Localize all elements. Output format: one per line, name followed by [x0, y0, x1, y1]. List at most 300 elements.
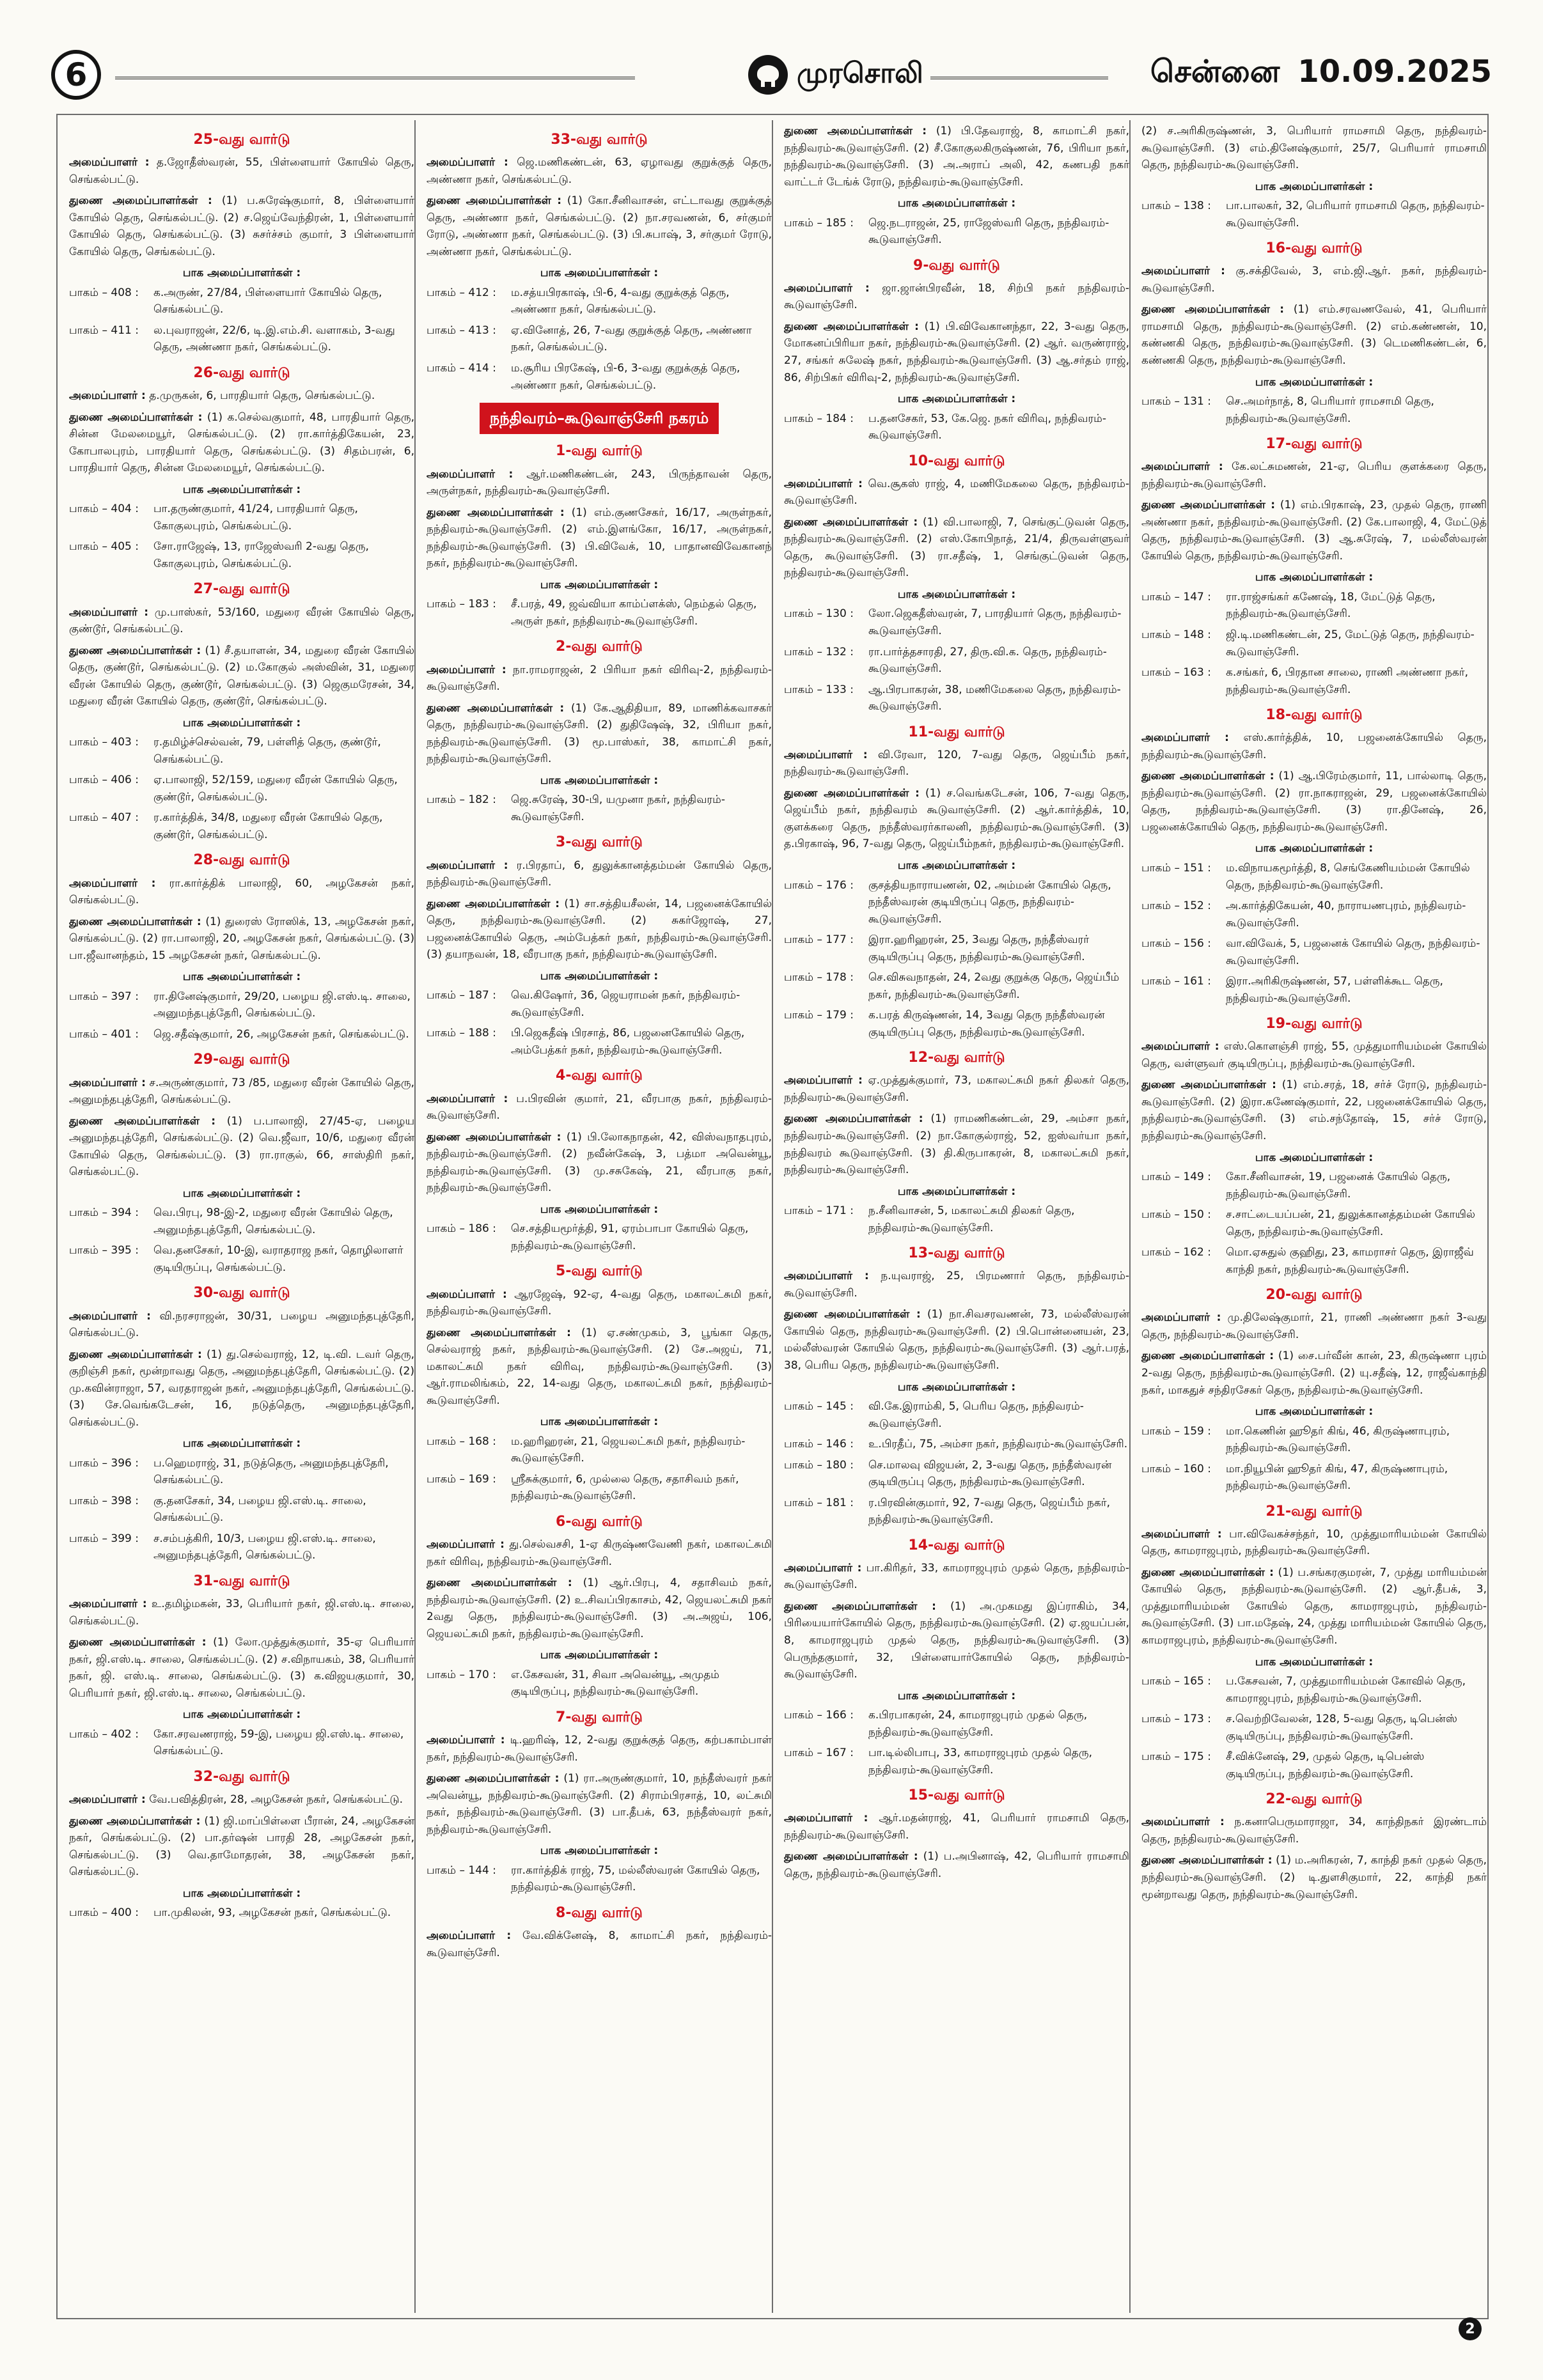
booth-number: பாகம் – 169 : — [427, 1472, 496, 1486]
booth-organizer: சீ.விக்னேஷ், 29, முதல் தெரு, டிபென்ஸ் குடியிருப்பு, நந்திவரம்-கூடுவாஞ்சேரி. — [1226, 1750, 1425, 1780]
organizer-entry — [1141, 1309, 1487, 1343]
booth-entry — [784, 644, 1129, 678]
booth-organizer: மா.கெணின் ஹூதர் கிங், 46, கிருஷ்ணாபுரம், நந்திவரம்-கூடுவாஞ்சேரி. — [1226, 1424, 1450, 1455]
booth-entry — [69, 988, 414, 1022]
deputy-organizers-entry — [1141, 1564, 1487, 1649]
booth-organizer: எ.கேசவன், 31, சிவா அவென்யூ, அமுதம் குடியிருப்பு, நந்திவரம்-கூடுவாஞ்சேரி. — [511, 1668, 719, 1699]
entry-label: துணை அமைப்பாளர்கள் : — [427, 1772, 560, 1785]
booth-number: பாகம் – 411 : — [69, 323, 139, 337]
entry-label: அமைப்பாளர் : — [69, 156, 150, 169]
organizer-entry — [1141, 1038, 1487, 1072]
organizer-entry — [1141, 1814, 1487, 1847]
booth-organizer: ம.ஹரிஹரன், 21, ஜெயலட்சுமி நகர், நந்திவரம்-கூடுவாஞ்சேரி. — [511, 1435, 746, 1465]
entry-label: அமைப்பாளர் : — [69, 1309, 151, 1323]
entry-label: அமைப்பாளர் : — [784, 281, 870, 295]
booth-entry — [784, 969, 1129, 1003]
entry-text: (1) சீ.தயாளன், 34, மதுரை வீரன் கோயில் தெரு, குண்டூர், செங்கல்பட்டு. (2) ம.கோகுல் அஸ்வின், 31, மதுரை வீரன் கோயில் தெரு, குண்டூர், செங்கல்பட்டு. (3) ஜெகுமரேசன், 34, மதுரை வீரன் கோயில் தெரு, குண்டூர், செங்கல்பட்டு. — [69, 644, 414, 708]
entry-label: துணை அமைப்பாளர்கள் : — [427, 701, 565, 715]
ward-heading: 19-வது வார்டு — [1265, 1016, 1363, 1032]
booth-organizer: வெ.பிரபு, 98-இ-2, மதுரை வீரன் கோயில் தெரு, அனுமந்தபுத்தேரி, செங்கல்பட்டு. — [153, 1206, 393, 1236]
organizer-entry — [69, 1596, 414, 1629]
booth-entry — [784, 681, 1129, 715]
entry-label: அமைப்பாளர் : — [69, 1076, 146, 1089]
booth-entry — [69, 284, 414, 318]
deputy-organizers-entry — [427, 1575, 772, 1642]
booth-entry — [1141, 1423, 1487, 1457]
entry-text: வி.ரேவா, 120, 7-வது தெரு, ஜெய்பீம் நகர், நந்திவரம்-கூடுவாஞ்சேரி. — [784, 748, 1129, 779]
entry-text: (1) ப.சுரேஷ்குமார், 8, பிள்ளையார் கோயில் தெரு, செங்கல்பட்டு. (2) ச.ஜெய்வேந்திரன், 1, பிள்ளையார் கோயில் தெரு, செங்கல்பட்டு. (3) சுசர்ச்சம் குமார், 3 பிள்ளையார் கோயில் தெரு, செங்கல்பட்டு. — [69, 194, 414, 258]
booth-entry — [1141, 589, 1487, 623]
deputy-organizers-entry — [69, 1346, 414, 1431]
deputy-organizers-entry — [69, 642, 414, 710]
entry-label: அமைப்பாளர் : — [784, 748, 868, 761]
entry-text: கே.லட்சுமணன், 21-ஏ, பெரிய குளக்கரை தெரு, நந்திவரம்-கூடுவாஞ்சேரி. — [1141, 460, 1487, 490]
booth-organizer: ஏ.வினோத், 26, 7-வது குறுக்குத் தெரு, அண்ணா நகர், செங்கல்பட்டு. — [511, 323, 752, 354]
booth-entry — [1141, 198, 1487, 231]
booth-number: பாகம் – 146 : — [784, 1438, 854, 1451]
booth-number: பாகம் – 184 : — [784, 412, 854, 425]
organizer-entry — [427, 1927, 772, 1961]
booth-number: பாகம் – 170 : — [427, 1668, 496, 1681]
booth-organizer: பா.முகிலன், 93, அழகேசன் நகர், செங்கல்பட்டு. — [153, 1906, 391, 1920]
deputy-organizers-entry — [69, 1113, 414, 1181]
column-1 — [69, 123, 414, 2309]
entry-label: அமைப்பாளர் : — [69, 389, 146, 403]
entry-text: (1) பி.தேவராஜ், 8, காமாட்சி நகர், நந்திவரம்-கூடுவாஞ்சேரி. (2) சீ.கோகுலகிருஷ்ணன், 76, பிரியா நகர், நந்திவரம்-கூடுவாஞ்சேரி. (3) அ.அராப் அலி, 42, கணபதி நகர் வாட்டர் டேங்க் ரோடு, நந்திவரம்-கூடுவாஞ்சேரி. — [784, 125, 1129, 189]
entry-label: துணை அமைப்பாளர்கள் : — [784, 125, 927, 137]
booth-entry — [69, 1530, 414, 1564]
booth-entry — [784, 1707, 1129, 1741]
booth-organizer: பா.டில்லிபாபு, 33, காமராஜபுரம் முதல் தெரு, நந்திவரம்-கூடுவாஞ்சேரி. — [868, 1746, 1093, 1777]
booth-organizer: ஏ.பாலாஜி, 52/159, மதுரை வீரன் கோயில் தெரு, குண்டூர், செங்கல்பட்டு. — [153, 774, 398, 804]
entry-text: (1) க.செல்வகுமார், 48, பாரதியார் தெரு, சின்ன மேலமையூர், செங்கல்பட்டு. (2) ரா.கார்த்திகேயன், 23, கோபாலபுரம், பாரதியார் தெரு, செங்கல்பட்டு. (3) சிதம்பரன், 6, பாரதியார் தெரு, சின்ன மேலமையூர், செங்கல்பட்டு. — [69, 410, 414, 475]
booth-number: பாகம் – 163 : — [1141, 666, 1211, 680]
ward-heading: 13-வது வார்டு — [908, 1245, 1005, 1262]
entry-text: (1) துரைஸ் ரோஸிக், 13, அழகேசன் நகர், செங்கல்பட்டு. (2) ரா.பாலாஜி, 20, அழகேசன் நகர், செங்கல்பட்டு. (3) பா.ஜீவானந்தம், 15 அழகேசன் நகர், செங்கல்பட்டு. — [69, 915, 414, 962]
booth-entry — [1141, 1206, 1487, 1240]
booth-entry — [784, 410, 1129, 444]
booth-organizer: வெ.கிஷோர், 36, ஜெயராமன் நகர், நந்திவரம்-கூடுவாஞ்சேரி. — [511, 989, 740, 1019]
booth-entry — [784, 877, 1129, 928]
booth-number: பாகம் – 406 : — [69, 774, 139, 787]
booth-entry — [784, 1495, 1129, 1528]
booth-number: பாகம் – 186 : — [427, 1222, 496, 1236]
booth-organizer: செ.அமர்நாத், 8, பெரியார் ராமசாமி தெரு, நந்திவரம்-கூடுவாஞ்சேரி. — [1226, 395, 1434, 425]
entry-text: (1) பி.விவேகானந்தா, 22, 3-வது தெரு, மோகனப்பிரியா நகர், நந்திவரம்-கூடுவாஞ்சேரி. (2) ஆர். வருண்ராஜ், 27, சங்கர் சுலேஷ் நகர், நந்திவரம்-கூடுவாஞ்சேரி. (3) ஆ.சர்தம் ராஜ், 86, சிற்பிகர் விரிவு-2, நந்திவரம்-கூடுவாஞ்சேரி. — [784, 320, 1129, 384]
booth-entry — [784, 1436, 1129, 1453]
booth-organizer: மா.நியூபின் ஹூதர் கிங், 47, கிருஷ்ணாபுரம், நந்திவரம்-கூடுவாஞ்சேரி. — [1226, 1462, 1448, 1493]
booth-organizer: க.அருண், 27/84, பிள்ளையார் கோயில் தெரு, செங்கல்பட்டு. — [153, 286, 382, 316]
booth-number: பாகம் – 149 : — [1141, 1171, 1211, 1184]
booth-organizers-heading: பாக அமைப்பாளர்கள் : — [1255, 571, 1374, 584]
booth-number: பாகம் – 394 : — [69, 1206, 139, 1220]
entry-text: ரா.கார்த்திக் பாலாஜி, 60, அழகேசன் நகர், செங்கல்பட்டு. — [69, 876, 414, 907]
booth-number: பாகம் – 181 : — [784, 1496, 854, 1509]
booth-organizer: அ.கார்த்திகேயன், 40, நாராயணபுரம், நந்திவரம்-கூடுவாஞ்சேரி. — [1226, 899, 1466, 929]
booth-organizer: ம.சத்யபிரகாஷ், பி-6, 4-வது குறுக்குத் தெரு, அண்ணா நகர், செங்கல்பட்டு. — [511, 286, 730, 316]
entry-text: ஆர்.மதன்ராஜ், 41, பெரியார் ராமசாமி தெரு, நந்திவரம்-கூடுவாஞ்சேரி. — [784, 1812, 1129, 1842]
booth-organizer: ஜெ.நடராஜன், 25, ராஜேஸ்வரி தெரு, நந்திவரம்-கூடுவாஞ்சேரி. — [868, 216, 1109, 247]
deputy-organizers-entry — [427, 700, 772, 768]
booth-number: பாகம் – 168 : — [427, 1435, 496, 1448]
booth-organizer: ரா.தினேஷ்குமார், 29/20, பழைய ஜி.எஸ்.டி. சாலை, அனுமந்தபுத்தேரி, செங்கல்பட்டு. — [153, 990, 411, 1020]
entry-text: (1) ராமணிகண்டன், 29, அம்சா நகர், நந்திவரம்-கூடுவாஞ்சேரி. (2) நா.கோகுல்ராஜ், 52, ஐஸ்வர்யா நகர், நந்திவரம் கூடுவாஞ்சேரி. (3) தி.கிருபாகரன், 8, மகாலட்சுமி நகர், நந்திவரம்-கூடுவாஞ்சேரி. — [784, 1112, 1129, 1177]
booth-entry — [69, 1493, 414, 1527]
booth-number: பாகம் – 402 : — [69, 1727, 139, 1741]
entry-text: (1) கோ.சீனிவாசன், எட்டாவது குறுக்குத் தெரு, அண்ணா நகர், செங்கல்பட்டு. (2) நா.சரவணன், 6, சர்குமர் ரோடு, அண்ணா நகர், செங்கல்பட்டு. (3) பி.சுபாஷ், 3, சர்குமர் ரோடு, அண்ணா நகர், செங்கல்பட்டு. — [427, 194, 772, 258]
booth-number: பாகம் – 397 : — [69, 990, 139, 1003]
booth-entry — [427, 1433, 772, 1467]
entry-label: அமைப்பாளர் : — [69, 605, 149, 619]
booth-organizers-heading: பாக அமைப்பாளர்கள் : — [540, 578, 659, 591]
booth-number: பாகம் – 185 : — [784, 216, 854, 229]
ward-heading: 8-வது வார்டு — [556, 1904, 643, 1921]
booth-number: பாகம் – 395 : — [69, 1244, 139, 1257]
booth-organizer: ரா.பார்த்தசாரதி, 27, திரு.வி.க. தெரு, நந்திவரம்-கூடுவாஞ்சேரி. — [868, 645, 1107, 676]
booth-organizer: பா.பாலகர், 32, பெரியார் ராமசாமி தெரு, நந்திவரம்-கூடுவாஞ்சேரி. — [1226, 199, 1485, 229]
deputy-organizers-entry — [784, 785, 1129, 853]
entry-text: வி.நரசராஜன், 30/31, பழைய அனுமந்தபுத்தேரி, செங்கல்பட்டு. — [69, 1309, 414, 1340]
deputy-organizers-entry — [69, 1634, 414, 1702]
booth-organizer: கு.தனசேகர், 34, பழைய ஜி.எஸ்.டி. சாலை, செங்கல்பட்டு. — [153, 1494, 366, 1525]
edition-date: 10.09.2025 — [1297, 54, 1492, 89]
entry-text: ப.பிரவின் குமார், 21, வீரபாகு நகர், நந்திவரம்-கூடுவாஞ்சேரி. — [427, 1092, 772, 1123]
entry-label: அமைப்பாளர் : — [1141, 1311, 1221, 1325]
booth-organizers-heading: பாக அமைப்பாளர்கள் : — [897, 393, 1016, 406]
booth-organizer: ஜெ.சதீஷ்குமார், 26, அழகேசன் நகர், செங்கல்பட்டு. — [153, 1027, 409, 1041]
booth-organizers-heading: பாக அமைப்பாளர்கள் : — [182, 1186, 301, 1200]
booth-number: பாகம் – 401 : — [69, 1027, 139, 1041]
entry-label: அமைப்பாளர் : — [427, 1734, 505, 1747]
booth-entry — [1141, 1748, 1487, 1782]
booth-number: பாகம் – 161 : — [1141, 975, 1211, 988]
organizer-entry — [69, 1075, 414, 1108]
organizer-entry — [69, 387, 414, 405]
entry-label: அமைப்பாளர் : — [427, 663, 506, 676]
booth-entry — [1141, 1244, 1487, 1278]
entry-text: (1) எம்.குணசேகர், 16/17, அருள்நகர், நந்திவரம்-கூடுவாஞ்சேரி. (2) எம்.இளங்கோ, 16/17, அருள்நகர், நந்திவரம்-கூடுவாஞ்சேரி. (3) பி.விவேக், 10, பாதானவிவேகானந் நகர், நந்திவரம்-கூடுவாஞ்சேரி. — [427, 506, 772, 570]
entry-text: (1) எம்.சரவணவேல், 41, பெரியார் ராமசாமி தெரு, நந்திவரம்-கூடுவாஞ்சேரி. (2) எம்.கண்ணன், 10, கண்ணகி தெரு, நந்திவரம்-கூடுவாஞ்சேரி. (3) டெமணிகண்டன், 6, கண்ணகி தெரு, நந்திவரம்-கூடுவாஞ்சேரி. — [1141, 303, 1487, 367]
booth-entry — [1141, 1461, 1487, 1495]
booth-organizer: செ.விசுவநாதன், 24, 2வது குறுக்கு தெரு, ஜெய்பீம் நகர், நந்திவரம்-கூடுவாஞ்சேரி. — [868, 971, 1120, 1001]
entry-label: அமைப்பாளர் : — [1141, 731, 1229, 745]
booth-organizers-heading: பாக அமைப்பாளர்கள் : — [540, 267, 659, 280]
organizer-entry — [69, 1308, 414, 1342]
entry-label: துணை அமைப்பாளர்கள் : — [69, 194, 212, 208]
deputy-organizers-entry — [69, 914, 414, 965]
entry-text: (1) து.செல்வராஜ், 12, டி.வி. டவர் தெரு, குறிஞ்சி நகர், மூன்றாவது தெரு, அனுமந்தபுத்தேரி, செங்கல்பட்டு. (2) மு.கவின்ராஜா, 57, வரதராஜன் நகர், அனுமந்தபுத்தேரி, செங்கல்பட்டு. (3) சே.வெங்கடேசன், 16, நடுத்தெரு, அனுமந்தபுத்தேரி, செங்கல்பட்டு. — [69, 1348, 414, 1429]
header-rule-right — [930, 77, 1108, 79]
deputy-organizers-entry — [784, 1306, 1129, 1374]
booth-organizer: ப.கேசவன், 7, முத்துமாரியம்மன் கோவில் தெரு, காமராஜபுரம், நந்திவரம்-கூடுவாஞ்சேரி. — [1226, 1675, 1466, 1705]
booth-organizer: ரா.ராஜ்சங்கர் கணேஷ், 18, மேட்டுத் தெரு, நந்திவரம்-கூடுவாஞ்சேரி. — [1226, 590, 1436, 621]
organizer-entry — [427, 466, 772, 500]
entry-label: அமைப்பாளர் : — [784, 1074, 863, 1087]
ward-heading: 4-வது வார்டு — [556, 1068, 643, 1084]
entry-label: துணை அமைப்பாளர்கள் : — [69, 915, 201, 928]
booth-organizers-heading: பாக அமைப்பாளர்கள் : — [182, 267, 301, 280]
ward-heading: 22-வது வார்டு — [1265, 1791, 1363, 1808]
booth-entry — [784, 1007, 1129, 1041]
booth-entry — [427, 1471, 772, 1505]
entry-text: எஸ்.கார்த்திக், 10, பஜனைக்கோயில் தெரு, நந்திவரம்-கூடுவாஞ்சேரி. — [1141, 731, 1487, 761]
booth-entry — [69, 1242, 414, 1276]
town-banner-label: நந்திவரம்–கூடுவாஞ்சேரி நகரம் — [480, 403, 719, 434]
entry-text: (1) சா.சத்தியசீலன், 14, பஜனைக்கோயில் தெரு, நந்திவரம்-கூடுவாஞ்சேரி. (2) சுகர்ஜோஷ், 27, பஜனைக்கோயில் தெரு, அம்பேத்கர் நகர், நந்திவரம்-கூடுவாஞ்சேரி. (3) தயாநவன், 18, வீரபாகு நகர், நந்திவரம்-கூடுவாஞ்சேரி. — [427, 897, 772, 961]
booth-entry — [784, 1202, 1129, 1236]
newspaper-brand — [748, 52, 923, 97]
deputy-organizers-entry — [427, 192, 772, 260]
booth-organizer: ர.கார்த்திக், 34/8, மதுரை வீரன் கோயில் தெரு, குண்டூர், செங்கல்பட்டு. — [153, 811, 383, 841]
entry-label: துணை அமைப்பாளர்கள் : — [784, 1850, 918, 1863]
deputy-organizers-entry — [784, 1848, 1129, 1882]
entry-label: அமைப்பாளர் : — [784, 1812, 868, 1825]
booth-number: பாகம் – 407 : — [69, 811, 139, 825]
booth-number: பாகம் – 405 : — [69, 540, 139, 554]
booth-number: பாகம் – 400 : — [69, 1906, 139, 1920]
organizer-entry — [427, 154, 772, 188]
booth-number: பாகம் – 175 : — [1141, 1750, 1211, 1764]
entry-label: துணை அமைப்பாளர்கள் : — [784, 320, 919, 333]
entry-text: (1) ஏ.சண்முகம், 3, பூங்கா தெரு, செல்வராஜ் நகர், நந்திவரம்-கூடுவாஞ்சேரி. (2) சே.அஜய், 71, மகாலட்சுமி நகர் விரிவு, நந்திவரம்-கூடுவாஞ்சேரி. (3) ஆர்.ராமலிங்கம், 22, 14-வது தெரு, மகாலட்சுமி நகர், நந்திவரம்-கூடுவாஞ்சேரி. — [427, 1326, 772, 1407]
booth-entry — [427, 791, 772, 825]
organizer-entry — [427, 1732, 772, 1766]
entry-text: நா.ராமராஜன், 2 பிரியா நகர் விரிவு-2, நந்திவரம்-கூடுவாஞ்சேரி. — [427, 663, 772, 694]
booth-organizers-heading: பாக அமைப்பாளர்கள் : — [897, 1689, 1016, 1702]
booth-number: பாகம் – 147 : — [1141, 590, 1211, 603]
booth-organizer: செ.சத்தியமூர்த்தி, 91, ஏரம்பாபா கோயில் தெரு, நந்திவரம்-கூடுவாஞ்சேரி. — [511, 1222, 749, 1252]
entry-text: பா.விவேகச்சந்தர், 10, முத்துமாரியம்மன் கோயில் தெரு, காமராஜபுரம், நந்திவரம்-கூடுவாஞ்சேரி. — [1141, 1527, 1487, 1558]
booth-organizer: உ.பிரதீப், 75, அம்சா நகர், நந்திவரம்-கூடுவாஞ்சேரி. — [868, 1438, 1128, 1451]
booth-organizer: க.சங்கர், 6, பிரதான சாலை, ராணி அண்ணா நகர், நந்திவரம்-கூடுவாஞ்சேரி. — [1226, 666, 1469, 696]
entry-text: கு.சக்திவேல், 3, எம்.ஜி.ஆர். நகர், நந்திவரம்-கூடுவாஞ்சேரி. — [1141, 265, 1487, 295]
deputy-organizers-entry — [784, 318, 1129, 386]
deputy-organizers-entry — [784, 1110, 1129, 1178]
booth-entry — [427, 1862, 772, 1896]
booth-organizers-heading: பாக அமைப்பாளர்கள் : — [540, 969, 659, 983]
entry-text: (1) ஆர்.பிரபு, 4, சதாசிவம் நகர், நந்திவரம்-கூடுவாஞ்சேரி. (2) உ.சிவப்பிரகாசம், 42, ஜெயலட்சுமி நகர் 2வது தெரு, நந்திவரம்-கூடுவாஞ்சேரி. (3) அ.அஜய், 106, ஜெயலட்சுமி நகர், நந்திவரம்-கூடுவாஞ்சேரி. — [427, 1576, 772, 1640]
deputy-organizers-entry — [427, 1770, 772, 1838]
entry-text: (1) நா.சிவசரவணன், 73, மல்லீஸ்வரன் கோயில் தெரு, நந்திவரம்-கூடுவாஞ்சேரி. (2) பி.பொன்னையன், 23, மல்லீஸ்வரன் கோயில் தெரு, நந்திவரம்-கூடுவாஞ்சேரி. (3) ஆர்.பரத், 38, பெரிய தெரு, நந்திவரம்-கூடுவாஞ்சேரி. — [784, 1308, 1129, 1372]
booth-organizer: பி.ஜெகதீஷ் பிரசாத், 86, பஜனைகோயில் தெரு, அம்பேத்கர் நகர், நந்திவரம்-கூடுவாஞ்சேரி. — [511, 1027, 745, 1057]
organizer-entry — [784, 1268, 1129, 1302]
entry-text: து.செல்வசசி, 1-ஏ கிருஷ்ணவேணி நகர், மகாலட்சுமி நகர் விரிவு, நந்திவரம்-கூடுவாஞ்சேரி. — [427, 1538, 772, 1568]
entry-text: வே.விக்னேஷ், 8, காமாட்சி நகர், நந்திவரம்-கூடுவாஞ்சேரி. — [427, 1929, 772, 1959]
booth-number: பாகம் – 159 : — [1141, 1424, 1211, 1438]
booth-number: பாகம் – 145 : — [784, 1400, 854, 1413]
booth-entry — [69, 322, 414, 356]
booth-organizer: கோ.சீனிவாசன், 19, பஜனைக் கோயில் தெரு, நந்திவரம்-கூடுவாஞ்சேரி. — [1226, 1171, 1451, 1201]
booth-number: பாகம் – 180 : — [784, 1458, 854, 1472]
booth-number: பாகம் – 179 : — [784, 1009, 854, 1022]
booth-organizers-heading: பாக அமைப்பாளர்கள் : — [897, 1185, 1016, 1198]
deputy-organizers-entry — [1141, 1852, 1487, 1903]
booth-entry — [784, 605, 1129, 639]
ward-heading: 26-வது வார்டு — [193, 364, 290, 381]
entry-label: அமைப்பாளர் : — [784, 477, 863, 490]
entry-text: த.ஜோதீஸ்வரன், 55, பிள்ளையார் கோயில் தெரு, செங்கல்பட்டு. — [69, 156, 414, 186]
entry-text: (1) ப.சங்கரகுமரன், 7, முத்து மாரியம்மன் கோயில் தெரு, நந்திவரம்-கூடுவாஞ்சேரி. (2) ஆர்.தீபக், 3, முத்துமாரியம்மன் கோயில் தெரு, காமராஜபுரம், நந்திவரம்-கூடுவாஞ்சேரி. (3) பா.மதேஷ், 24, முத்து மாரியம்மன் கோயில் தெரு, காமராஜபுரம், நந்திவரம்-கூடுவாஞ்சேரி. — [1141, 1566, 1487, 1647]
booth-entry — [427, 284, 772, 318]
organizer-entry — [427, 857, 772, 891]
entry-label: துணை அமைப்பாளர்கள் : — [69, 644, 201, 657]
booth-organizer: பா.தருண்குமார், 41/24, பாரதியார் தெரு, கோகுலபுரம், செங்கல்பட்டு. — [153, 502, 358, 533]
booth-organizer: இரா.அரிகிருஷ்ணன், 57, பள்ளிக்கூட தெரு, நந்திவரம்-கூடுவாஞ்சேரி. — [1226, 975, 1443, 1005]
entry-text: (1) ஆ.பிரேம்குமார், 11, பால்லாடி தெரு, நந்திவரம்-கூடுவாஞ்சேரி. (2) ரா.நாகராஜன், 29, பஜனைக்கோயில் தெரு, நந்திவரம்-கூடுவாஞ்சேரி. (3) ரா.தினேஷ், 26, பஜனைக்கோயில் தெரு, நந்திவரம்-கூடுவாஞ்சேரி. — [1141, 770, 1487, 834]
booth-entry — [784, 1457, 1129, 1491]
booth-entry — [69, 1455, 414, 1489]
booth-number: பாகம் – 413 : — [427, 323, 496, 337]
organizer-entry — [427, 662, 772, 696]
entry-label: அமைப்பாளர் : — [784, 1561, 862, 1575]
booth-organizers-heading: பாக அமைப்பாளர்கள் : — [540, 774, 659, 787]
booth-entry — [427, 322, 772, 356]
entry-text: (1) சை.பர்வீன் கான், 23, கிருஷ்ணா புரம் 2-வது தெரு, நந்திவரம்-கூடுவாஞ்சேரி. (2) யு.சதீஷ், 12, ராஜீவ்காந்தி நகர், மாகதுச் சந்திரசேகர் தெரு, நந்திவரம்-கூடுவாஞ்சேரி. — [1141, 1349, 1487, 1397]
booth-organizers-heading: பாக அமைப்பாளர்கள் : — [897, 587, 1016, 601]
deputy-organizers-entry — [69, 409, 414, 477]
booth-number: பாகம் – 138 : — [1141, 199, 1211, 213]
deputy-organizers-entry — [427, 504, 772, 572]
deputy-organizers-entry — [427, 1129, 772, 1197]
entry-text: (1) ஜி.மாப்பிள்ளை பீரான், 24, அழகேசன் நகர், செங்கல்பட்டு. (2) பா.தர்ஷன் பாரதி 28, அழகேசன் நகர், செங்கல்பட்டு. (3) வெ.தாமோதரன், 38, அழகேசன் நகர், செங்கல்பட்டு. — [69, 1814, 414, 1879]
booth-organizer: வெ.தனசேகர், 10-இ, வராதராஜ நகர், தொழிலாளர் குடியிருப்பு, செங்கல்பட்டு. — [153, 1244, 403, 1274]
booth-entry — [69, 734, 414, 768]
entry-label: அமைப்பாளர் : — [427, 1287, 507, 1301]
booth-organizer: ஜெ.சுரேஷ், 30-பி, யமுனா நகர், நந்திவரம்-கூடுவாஞ்சேரி. — [511, 793, 725, 823]
booth-organizer: ர.பிரவின்குமார், 92, 7-வது தெரு, ஜெய்பீம் நகர், நந்திவரம்-கூடுவாஞ்சேரி. — [868, 1496, 1111, 1527]
deputy-organizers-entry — [1141, 1077, 1487, 1144]
organizer-entry — [784, 1560, 1129, 1594]
organizer-entry — [427, 1091, 772, 1124]
newspaper-name: முரசொலி — [797, 56, 923, 89]
booth-entry — [1141, 664, 1487, 698]
masthead — [51, 45, 1492, 112]
booth-entry — [1141, 973, 1487, 1007]
edition-info — [1150, 54, 1492, 93]
organizer-entry — [69, 1791, 414, 1808]
booth-number: பாகம் – 183 : — [427, 598, 496, 611]
entry-label: துணை அமைப்பாளர்கள் : — [427, 1326, 571, 1339]
booth-organizer: ம.விநாயகமூர்த்தி, 8, செங்கேணியம்மன் கோயில் தெரு, நந்திவரம்-கூடுவாஞ்சேரி. — [1226, 861, 1470, 892]
entry-label: அமைப்பாளர் : — [1141, 460, 1223, 474]
entry-text: (1) ச.வெங்கடேசன், 106, 7-வது தெரு, ஜெய்பீம் நகர், நந்திவரம் கூடுவாஞ்சேரி. (2) ஆர்.கார்த்திக், 10, குளக்கரை தெரு, நந்தீஸ்வரர்காலனி, நந்திவரம்-கூடுவாஞ்சேரி. (3) த.பிரகாஷ், 96, 7-வது தெரு, ஜெய்பீம்நகர், நந்திவரம்-கூடுவாஞ்சேரி. — [784, 786, 1129, 851]
entry-label: துணை அமைப்பாளர்கள் : — [1141, 303, 1285, 316]
booth-organizer: ச.வெற்றிவேலன், 128, 5-வது தெரு, டிபென்ஸ் குடியிருப்பு, நந்திவரம்-கூடுவாஞ்சேரி. — [1226, 1713, 1457, 1743]
booth-organizer: ப.ஹெமராஜ், 31, நடுத்தெரு, அனுமந்தபுத்தேரி, செங்கல்பட்டு. — [153, 1456, 389, 1487]
booth-number: பாகம் – 412 : — [427, 286, 496, 299]
ward-heading: 3-வது வார்டு — [556, 834, 643, 851]
ward-heading: 14-வது வார்டு — [908, 1537, 1005, 1553]
booth-entry — [69, 1904, 414, 1922]
booth-organizer: வி.கே.இராம்கி, 5, பெரிய தெரு, நந்திவரம்-கூடுவாஞ்சேரி. — [868, 1400, 1084, 1430]
booth-entry — [69, 1726, 414, 1760]
booth-organizer: ல.புவராஜன், 22/6, டி.இ.எம்.சி. வளாகம், 3-வது தெரு, அண்ணா நகர், செங்கல்பட்டு. — [153, 323, 395, 354]
booth-number: பாகம் – 404 : — [69, 502, 139, 516]
entry-label: அமைப்பாளர் : — [427, 1538, 505, 1552]
booth-number: பாகம் – 144 : — [427, 1863, 496, 1877]
booth-entry — [784, 1398, 1129, 1432]
booth-entry — [427, 360, 772, 394]
ward-heading: 25-வது வார்டு — [193, 132, 290, 148]
entry-text: (1) அ.முகமது இப்ராகிம், 34, பிரியையார்கோயில் தெரு, நந்திவரம்-கூடுவாஞ்சேரி. (2) ஏ.ஜயப்பன், 8, காமராஜபுரம் முதல் தெரு, நந்திவரம்-கூடுவாஞ்சேரி. (3) பெருந்தகுமார், 32, பிள்ளையார்கோயில் தெரு, நந்திவரம்-கூடுவாஞ்சேரி. — [784, 1599, 1129, 1681]
booth-entry — [427, 1220, 772, 1254]
entry-text: மு.பாஸ்கர், 53/160, மதுரை வீரன் கோயில் தெரு, குண்டூர், செங்கல்பட்டு. — [69, 605, 414, 636]
booth-organizers-heading: பாக அமைப்பாளர்கள் : — [182, 716, 301, 729]
booth-number: பாகம் – 162 : — [1141, 1246, 1211, 1259]
entry-text: (1) லோ.முத்துக்குமார், 35-ஏ பெரியார் நகர், ஜி.எஸ்.டி. சாலை, செங்கல்பட்டு. (2) ச.விநாயகம், 38, பெரியார் நகர், ஜி. எஸ்.டி. சாலை, செங்கல்பட்டு. (3) க.விஜயகுமார், 30, பெரியார் நகர், ஜி.எஸ்.டி. சாலை, செங்கல்பட்டு. — [69, 1636, 414, 1700]
entry-text: ர.பிரதாப், 6, துலுக்கானத்தம்மன் கோயில் தெரு, நந்திவரம்-கூடுவாஞ்சேரி. — [427, 859, 772, 889]
entry-label: துணை அமைப்பாளர்கள் : — [784, 1308, 921, 1321]
booth-organizer: ந.சீனிவாசன், 5, மகாலட்சுமி திலகர் தெரு, நந்திவரம்-கூடுவாஞ்சேரி. — [868, 1204, 1075, 1234]
booth-organizer: ர.தமிழ்ச்செல்வன், 79, பள்ளித் தெரு, குண்டூர், செங்கல்பட்டு. — [153, 736, 381, 766]
entry-label: அமைப்பாளர் : — [427, 1929, 512, 1943]
ward-heading: 30-வது வார்டு — [193, 1285, 290, 1302]
entry-text: (1) ப.அபினாஷ், 42, பெரியார் ராமசாமி தெரு, நந்திவரம்-கூடுவாஞ்சேரி. — [784, 1850, 1129, 1880]
booth-organizer: ஆ.பிரபாகரன், 38, மணிமேகலை தெரு, நந்திவரம்-கூடுவாஞ்சேரி. — [868, 683, 1121, 713]
booth-number: பாகம் – 188 : — [427, 1027, 496, 1040]
ward-heading: 2-வது வார்டு — [556, 639, 643, 655]
deputy-organizers-entry — [1141, 768, 1487, 836]
entry-label: துணை அமைப்பாளர்கள் : — [1141, 1566, 1274, 1579]
entry-text: ஆர்.மணிகண்டன், 243, பிருந்தாவன் தெரு, அருள்நகர், நந்திவரம்-கூடுவாஞ்சேரி. — [427, 467, 772, 498]
booth-number: பாகம் – 408 : — [69, 286, 139, 299]
deputy-organizers-entry — [69, 1813, 414, 1881]
ward-heading: 6-வது வார்டு — [556, 1513, 643, 1530]
booth-organizers-heading: பாக அமைப்பாளர்கள் : — [182, 970, 301, 984]
entry-text: ந.யுவராஜ், 25, பிரமணார் தெரு, நந்திவரம்-கூடுவாஞ்சேரி. — [784, 1270, 1129, 1300]
booth-organizer: சோ.ராஜேஷ், 13, ராஜேஸ்வரி 2-வது தெரு, கோகுலபுரம், செங்கல்பட்டு. — [153, 540, 369, 570]
booth-organizers-heading: பாக அமைப்பாளர்கள் : — [1255, 1151, 1374, 1164]
booth-entry — [1141, 1673, 1487, 1707]
booth-number: பாகம் – 173 : — [1141, 1713, 1211, 1726]
booth-number: பாகம் – 178 : — [784, 971, 854, 984]
ward-heading: 1-வது வார்டு — [556, 443, 643, 460]
organizer-entry — [1141, 263, 1487, 297]
organizer-entry — [427, 1286, 772, 1320]
entry-text: வே.பவித்திரன், 28, அழகேசன் நகர், செங்கல்பட்டு. — [149, 1793, 403, 1807]
ward-heading: 28-வது வார்டு — [193, 852, 290, 869]
entry-label: துணை அமைப்பாளர்கள் : — [427, 897, 560, 910]
organizer-entry — [784, 1072, 1129, 1106]
booth-entry — [427, 1025, 772, 1059]
entry-text: (1) கே.ஆதிதியா, 89, மாணிக்கவாசகர் தெரு, நந்திவரம்-கூடுவாஞ்சேரி. (2) துதிஷேஷ், 32, பிரியா நகர், நந்திவரம்-கூடுவாஞ்சேரி. (3) மூ.பாஸ்கர், 38, காமாட்சி நகர், நந்திவரம்-கூடுவாஞ்சேரி. — [427, 701, 772, 766]
booth-organizer: ப.தனசேகர், 53, கே.ஜெ. நகர் விரிவு, நந்திவரம்-கூடுவாஞ்சேரி. — [868, 412, 1106, 442]
header-rule-left — [115, 77, 635, 79]
entry-label: துணை அமைப்பாளர்கள் : — [1141, 499, 1276, 512]
booth-organizer: ச.சாட்டையப்பன், 21, துலுக்கானத்தம்மன் கோயில் தெரு, நந்திவரம்-கூடுவாஞ்சேரி. — [1226, 1208, 1476, 1238]
entry-label: துணை அமைப்பாளர்கள் : — [784, 1599, 936, 1613]
entry-text: (1) எம்.பிரகாஷ், 23, முதல் தெரு, ராணி அண்ணா நகர், நந்திவரம்-கூடுவாஞ்சேரி. (2) கே.பாலாஜி, 4, மேட்டுத் தெரு, நந்திவரம்-கூடுவாஞ்சேரி. (3) ஆ.சுரேஷ், 7, மல்லீஸ்வரன் கோயில் தெரு, நந்திவரம்-கூடுவாஞ்சேரி. — [1141, 499, 1487, 563]
booth-organizers-heading: பாக அமைப்பாளர்கள் : — [1255, 1405, 1374, 1419]
booth-entry — [1141, 935, 1487, 969]
booth-organizer: ஸ்ரீசுக்குமார், 6, முல்லை தெரு, சதாசிவம் நகர், நந்திவரம்-கூடுவாஞ்சேரி. — [511, 1472, 739, 1503]
edition-city: சென்னை — [1150, 54, 1280, 89]
booth-entry — [784, 215, 1129, 249]
ward-heading: 33-வது வார்டு — [551, 132, 648, 148]
booth-organizer: மொ.ஏசுதுல் குஹிது, 23, காமராசர் தெரு, இராஜீவ் காந்தி நகர், நந்திவரம்-கூடுவாஞ்சேரி. — [1226, 1246, 1474, 1276]
entry-text: ச.அருண்குமார், 73 /85, மதுரை வீரன் கோயில் தெரு, அனுமந்தபுத்தேரி, செங்கல்பட்டு. — [69, 1076, 414, 1107]
continued-entry: (2) ச.அரிகிருஷ்ணன், 3, பெரியார் ராமசாமி தெரு, நந்திவரம்-கூடுவாஞ்சேரி. (3) எம்.தினேஷ்குமார், 25/7, பெரியார் ராமசாமி தெரு, நந்திவரம்-கூடுவாஞ்சேரி. — [1141, 125, 1487, 172]
booth-entry — [427, 1667, 772, 1700]
entry-text: (1) ம.அரிகரன், 7, காந்தி நகர் முதல் தெரு, நந்திவரம்-கூடுவாஞ்சேரி. (2) டி.துளசிகுமார், 22, காந்தி நகர் மூன்றாவது தெரு, நந்திவரம்-கூடுவாஞ்சேரி. — [1141, 1854, 1487, 1901]
booth-organizer: கோ.சரவணராஜ், 59-இ, பழைய ஜி.எஸ்.டி. சாலை, செங்கல்பட்டு. — [153, 1727, 404, 1758]
booth-entry — [69, 1026, 414, 1043]
ward-heading: 11-வது வார்டு — [908, 724, 1005, 740]
booth-number: பாகம் – 187 : — [427, 989, 496, 1002]
booth-number: பாகம் – 156 : — [1141, 937, 1211, 951]
ward-heading: 7-வது வார்டு — [556, 1709, 643, 1725]
booth-organizers-heading: பாக அமைப்பாளர்கள் : — [1255, 1655, 1374, 1668]
